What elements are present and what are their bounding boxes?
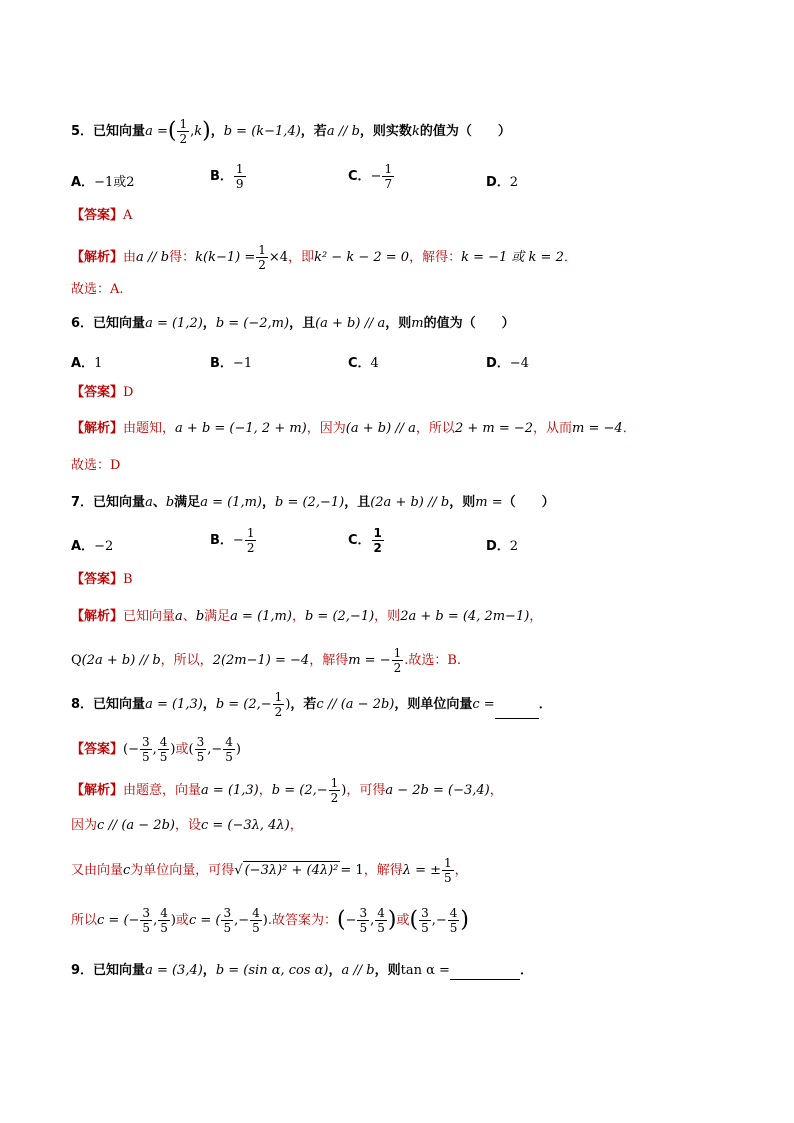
option-d: D．2 [486,175,519,190]
analysis-7-line2: Q(2a + b) // b，所以，2(2m−1) = −4，解得m = − $\frac{1}{2}$ .故选：B. [71,646,462,675]
answer-7: 【答案】B [71,572,133,587]
option-b: B．− $\frac{1}{2}$ [210,526,255,555]
option-c: C．4 [348,356,379,371]
question-6-stem: 6．已知向量a = (1,2)，b = (−2,m)，且(a + b) // a，则m的值为（ ） [71,316,515,331]
option-d: D．2 [486,539,519,554]
option-a: A．−2 [71,539,114,554]
option-c: C． $\frac{1}{2}$ [348,526,382,555]
option-b: B．−1 [210,356,253,371]
analysis-6: 【解析】由题知，a + b = (−1, 2 + m)，因为(a + b) // a，所以2 + m = −2，从而m = −4． [71,421,636,436]
option-d: D．−4 [486,356,529,371]
option-a: A．−1或2 [71,175,135,190]
answer-6: 【答案】D [71,385,134,400]
analysis-8-line3: 又由向量c为单位向量，可得√ (−3λ)² + (4λ)² = 1，解得λ = ± $\frac{1}{5}$ ， [71,856,468,885]
option-a: A．1 [71,356,103,371]
option-c: C．− $\frac{1}{7}$ [348,162,393,191]
question-7-stem: 7．已知向量a、b满足a = (1,m)，b = (2,−1)，且(2a + b) // b，则m =（ ） [71,495,555,510]
analysis-8-line4: 所以c = (− $\frac{3}{5}$ , $\frac{4}{5}$ )或c = ( $\frac{3}{5}$ ,− $\frac{4}{5}$ ).故答案为：(− $\frac{3}{5}$ , $\frac{4}{5}$ )或( $\frac{3}{5}$ ,− $\frac{4}{5}$ ) [71,906,470,935]
fraction: $\frac{1}{2}$ [179,117,188,146]
question-8-stem: 8．已知向量a = (1,3)，b = (2,− $\frac{1}{2}$ )，若c // (a − 2b)，则单位向量c = ． [71,690,552,719]
analysis-8: 【解析】由题意，向量a = (1,3)，b = (2,− $\frac{1}{2}$ )，可得a − 2b = (−3,4)， [71,776,503,805]
analysis-5: 【解析】由a // b得：k(k−1) = $\frac{1}{2}$ ×4，即k² − k − 2 = 0，解得：k = −1 或 k = 2． [71,243,577,272]
analysis-8-line2: 因为c // (a − 2b)，设c = (−3λ, 4λ)， [71,818,303,833]
answer-8: 【答案】(− $\frac{3}{5}$ , $\frac{4}{5}$ )或( $\frac{3}{5}$ ,− $\frac{4}{5}$ ) [71,735,241,764]
option-b: B． $\frac{1}{9}$ [210,162,244,191]
answer-5: 【答案】A [71,208,133,223]
question-9-stem: 9．已知向量a = (3,4)，b = (sin α, cos α)，a // b，则tan α = ． [71,963,533,978]
question-5-stem: 5．已知向量a =( $\frac{1}{2}$ ,k)，b = (k−1,4)，若a // b，则实数k的值为（ ） [71,117,511,146]
choice-6: 故选：D [71,458,121,473]
answer-blank[interactable] [495,718,539,719]
analysis-7: 【解析】已知向量a、b满足a = (1,m)，b = (2,−1)，则2a + b = (4, 2m−1)， [71,609,543,624]
answer-blank[interactable] [450,979,520,980]
choice-5: 故选：A. [71,282,124,297]
